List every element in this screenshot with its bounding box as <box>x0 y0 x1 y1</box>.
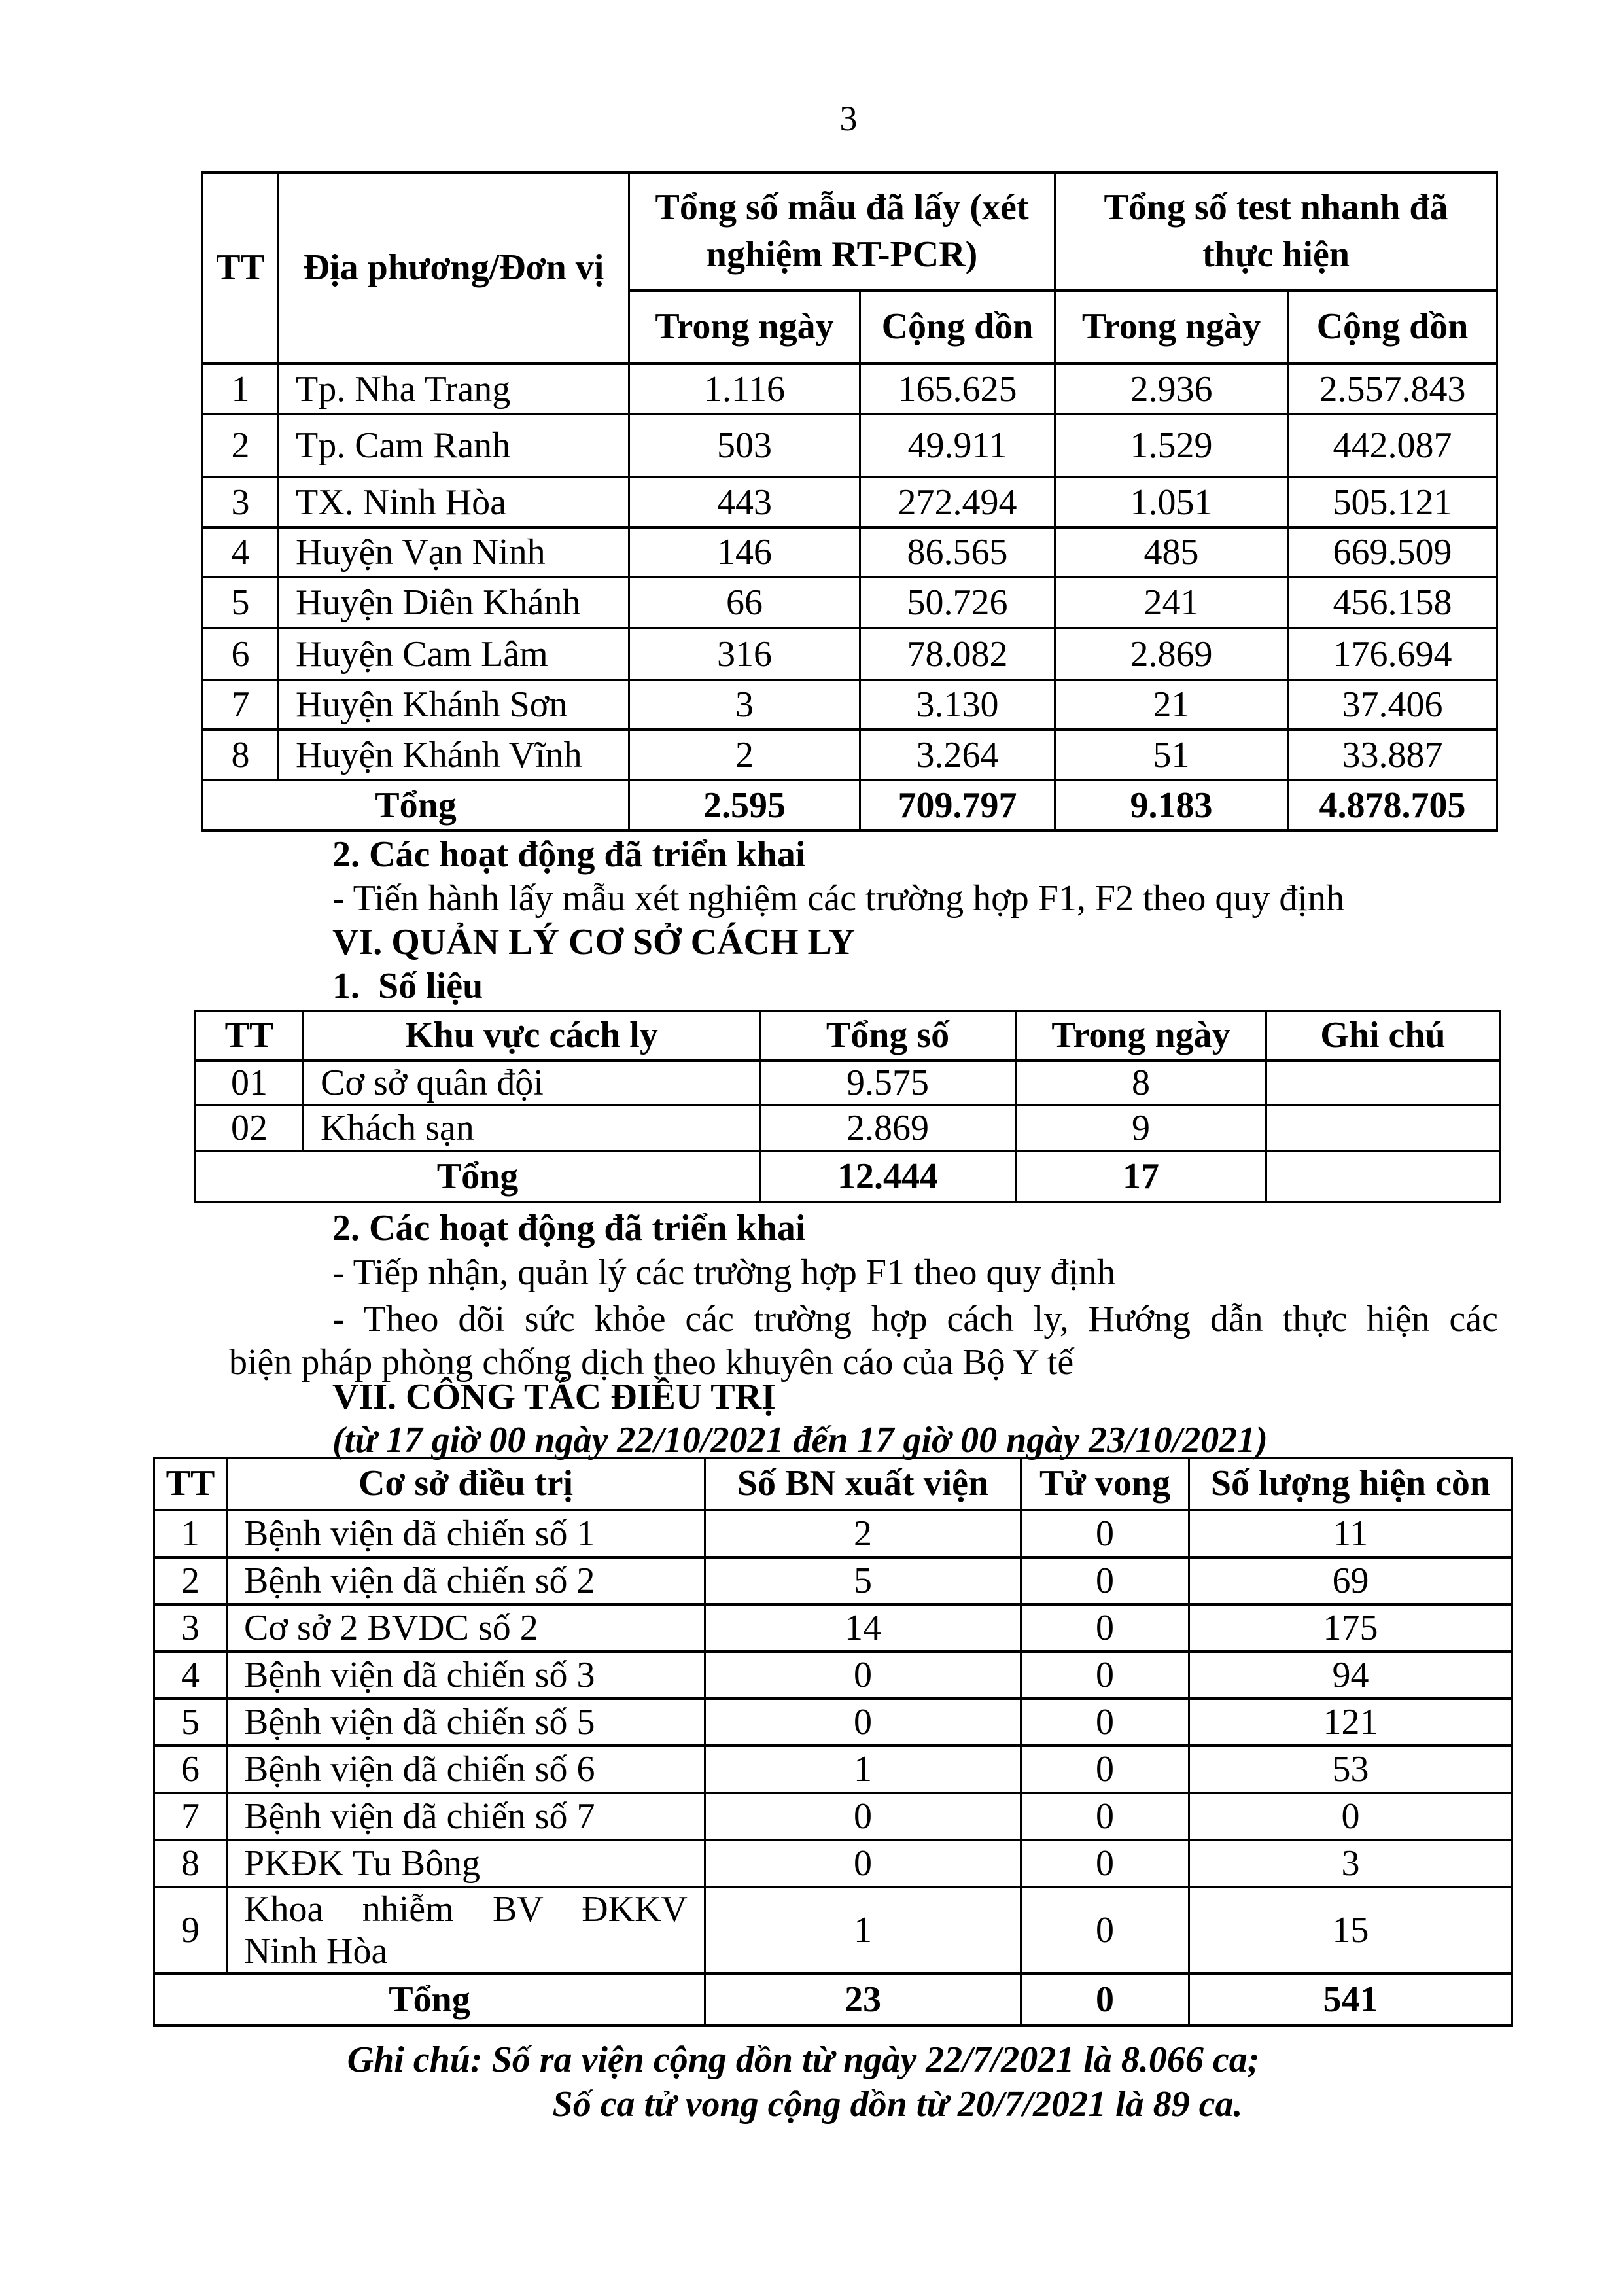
cell-pcr-cum: 78.082 <box>860 628 1055 680</box>
cell-rapid-day: 241 <box>1055 577 1288 628</box>
cell-rapid-cum: 505.121 <box>1288 477 1497 527</box>
cell-locality: TX. Ninh Hòa <box>279 477 629 527</box>
col-header-rapid-cumulative: Cộng dồn <box>1288 291 1497 364</box>
cell-locality: Huyện Cam Lâm <box>279 628 629 680</box>
col-header-remaining: Số lượng hiện còn <box>1189 1458 1512 1510</box>
table-row <box>203 628 1497 680</box>
table-row <box>154 1746 1512 1793</box>
cell-remaining: 3 <box>1189 1840 1512 1887</box>
table-row <box>154 1557 1512 1604</box>
cell-discharged: 1 <box>705 1887 1021 1973</box>
cell-deaths: 0 <box>1021 1557 1189 1604</box>
table-row <box>203 527 1497 577</box>
section-vi-subheading: 1. Số liệu <box>332 966 483 1006</box>
activities-item-2: - Tiếp nhận, quản lý các trường hợp F1 theo quy định <box>332 1252 1116 1293</box>
cell-facility: Bệnh viện dã chiến số 2 <box>227 1557 705 1604</box>
table-row <box>154 1699 1512 1746</box>
cell-rapid-day: 2.936 <box>1055 364 1288 414</box>
cell-total-label: Tổng <box>196 1151 760 1202</box>
cell-total-deaths: 0 <box>1021 1973 1189 2026</box>
table-row <box>154 1840 1512 1887</box>
cell-tt: 1 <box>154 1510 227 1557</box>
cell-pcr-day: 3 <box>629 680 860 730</box>
cell-tt: 5 <box>203 577 279 628</box>
cell-facility: Bệnh viện dã chiến số 1 <box>227 1510 705 1557</box>
cell-note <box>1266 1105 1500 1151</box>
cell-tt: 1 <box>203 364 279 414</box>
col-header-tt: TT <box>196 1011 304 1061</box>
cell-remaining: 11 <box>1189 1510 1512 1557</box>
quarantine-table-header-row <box>196 1011 1500 1061</box>
cell-tt: 02 <box>196 1105 304 1151</box>
activities-heading-1: 2. Các hoạt động đã triển khai <box>332 834 806 875</box>
cell-tt: 8 <box>203 730 279 780</box>
table-row <box>203 680 1497 730</box>
cell-in-day: 9 <box>1016 1105 1266 1151</box>
cell-discharged: 0 <box>705 1840 1021 1887</box>
cell-tt: 7 <box>203 680 279 730</box>
cell-deaths: 0 <box>1021 1651 1189 1699</box>
cell-total-note <box>1266 1151 1500 1202</box>
cell-rapid-cum: 176.694 <box>1288 628 1497 680</box>
cell-deaths: 0 <box>1021 1604 1189 1651</box>
cell-pcr-day: 2 <box>629 730 860 780</box>
cell-pcr-cum: 49.911 <box>860 414 1055 477</box>
cell-facility-line1: Khoa nhiễm BV ĐKKV <box>244 1889 688 1930</box>
treatment-table-header-row <box>154 1458 1512 1510</box>
cell-tt: 8 <box>154 1840 227 1887</box>
cell-tt: 7 <box>154 1793 227 1840</box>
cell-deaths: 0 <box>1021 1840 1189 1887</box>
table-row <box>203 730 1497 780</box>
cell-pcr-day: 146 <box>629 527 860 577</box>
cell-total-rapid-cum: 4.878.705 <box>1288 780 1497 830</box>
cell-locality: Tp. Nha Trang <box>279 364 629 414</box>
cell-total-rapid-day: 9.183 <box>1055 780 1288 830</box>
table-row <box>154 1887 1512 1973</box>
cell-total-discharged: 23 <box>705 1973 1021 2026</box>
cell-facility-line2: Ninh Hòa <box>244 1931 388 1971</box>
cell-deaths: 0 <box>1021 1793 1189 1840</box>
table-total-row <box>203 780 1497 830</box>
cell-discharged: 0 <box>705 1793 1021 1840</box>
col-header-in-day: Trong ngày <box>1016 1011 1266 1061</box>
cell-remaining: 0 <box>1189 1793 1512 1840</box>
cell-note <box>1266 1061 1500 1105</box>
cell-pcr-day: 316 <box>629 628 860 680</box>
cell-deaths: 0 <box>1021 1510 1189 1557</box>
cell-tt: 5 <box>154 1699 227 1746</box>
cell-pcr-cum: 165.625 <box>860 364 1055 414</box>
cell-tt: 4 <box>154 1651 227 1699</box>
cell-area: Cơ sở quân đội <box>304 1061 760 1105</box>
cell-locality: Huyện Vạn Ninh <box>279 527 629 577</box>
treatment-table <box>153 1457 1513 2027</box>
col-header-pcr-cumulative: Cộng dồn <box>860 291 1055 364</box>
cell-rapid-day: 1.051 <box>1055 477 1288 527</box>
col-header-rapid-in-day: Trong ngày <box>1055 291 1288 364</box>
cell-remaining: 15 <box>1189 1887 1512 1973</box>
cell-pcr-cum: 50.726 <box>860 577 1055 628</box>
cell-rapid-cum: 2.557.843 <box>1288 364 1497 414</box>
cell-rapid-cum: 456.158 <box>1288 577 1497 628</box>
cell-deaths: 0 <box>1021 1699 1189 1746</box>
cell-total-label: Tổng <box>203 780 629 830</box>
cell-pcr-cum: 3.130 <box>860 680 1055 730</box>
col-header-tt: TT <box>203 173 279 364</box>
page-number: 3 <box>839 99 858 138</box>
col-header-tt: TT <box>154 1458 227 1510</box>
cell-total-label: Tổng <box>154 1973 705 2026</box>
cell-locality: Huyện Khánh Sơn <box>279 680 629 730</box>
cell-total: 9.575 <box>760 1061 1016 1105</box>
cell-pcr-day: 503 <box>629 414 860 477</box>
cell-deaths: 0 <box>1021 1746 1189 1793</box>
col-header-locality: Địa phương/Đơn vị <box>279 173 629 364</box>
cell-deaths: 0 <box>1021 1887 1189 1973</box>
col-header-deaths: Tử vong <box>1021 1458 1189 1510</box>
cell-facility: Bệnh viện dã chiến số 6 <box>227 1746 705 1793</box>
section-vii-heading: VII. CÔNG TÁC ĐIỀU TRỊ <box>332 1377 776 1417</box>
col-group-pcr: Tổng số mẫu đã lấy (xét nghiệm RT-PCR) <box>629 173 1055 291</box>
activities-item-1: - Tiến hành lấy mẫu xét nghiệm các trường hợp F1, F2 theo quy định <box>332 878 1344 919</box>
col-header-pcr-in-day: Trong ngày <box>629 291 860 364</box>
cell-rapid-cum: 37.406 <box>1288 680 1497 730</box>
cell-tt: 4 <box>203 527 279 577</box>
cell-total-pcr-day: 2.595 <box>629 780 860 830</box>
table-row <box>203 477 1497 527</box>
cell-discharged: 1 <box>705 1746 1021 1793</box>
cell-remaining: 94 <box>1189 1651 1512 1699</box>
cell-facility: PKĐK Tu Bông <box>227 1840 705 1887</box>
table-row <box>154 1793 1512 1840</box>
activities-item-3-line2: biện pháp phòng chống dịch theo khuyên cáo của Bộ Y tế <box>229 1342 1074 1383</box>
cell-total-total: 12.444 <box>760 1151 1016 1202</box>
cell-pcr-day: 443 <box>629 477 860 527</box>
activities-item-3-line1: - Theo dõi sức khỏe các trường hợp cách ly, Hướng dẫn thực hiện các <box>332 1299 1498 1339</box>
cell-rapid-cum: 442.087 <box>1288 414 1497 477</box>
cell-remaining: 121 <box>1189 1699 1512 1746</box>
cell-total-remaining: 541 <box>1189 1973 1512 2026</box>
cell-discharged: 14 <box>705 1604 1021 1651</box>
cell-tt: 3 <box>203 477 279 527</box>
cell-pcr-cum: 86.565 <box>860 527 1055 577</box>
cell-rapid-cum: 669.509 <box>1288 527 1497 577</box>
cell-pcr-cum: 3.264 <box>860 730 1055 780</box>
cell-rapid-day: 2.869 <box>1055 628 1288 680</box>
quarantine-table <box>194 1010 1501 1203</box>
cell-area: Khách sạn <box>304 1105 760 1151</box>
cell-rapid-day: 51 <box>1055 730 1288 780</box>
table-row <box>203 577 1497 628</box>
cell-facility: Bệnh viện dã chiến số 3 <box>227 1651 705 1699</box>
cell-discharged: 2 <box>705 1510 1021 1557</box>
table-row <box>196 1105 1500 1151</box>
cell-total: 2.869 <box>760 1105 1016 1151</box>
note-line-2: Số ca tử vong cộng dồn từ 20/7/2021 là 89 ca. <box>552 2084 1243 2125</box>
testing-table-group-header-row <box>203 173 1497 291</box>
note-line-1: Ghi chú: Số ra viện cộng dồn từ ngày 22/7/2021 là 8.066 ca; <box>347 2040 1260 2080</box>
cell-facility: Bệnh viện dã chiến số 5 <box>227 1699 705 1746</box>
cell-rapid-day: 21 <box>1055 680 1288 730</box>
table-row <box>154 1651 1512 1699</box>
cell-facility: Bệnh viện dã chiến số 7 <box>227 1793 705 1840</box>
table-total-row <box>154 1973 1512 2026</box>
table-row <box>203 364 1497 414</box>
col-header-discharged: Số BN xuất viện <box>705 1458 1021 1510</box>
col-header-area: Khu vực cách ly <box>304 1011 760 1061</box>
cell-total-pcr-cum: 709.797 <box>860 780 1055 830</box>
cell-rapid-cum: 33.887 <box>1288 730 1497 780</box>
cell-discharged: 0 <box>705 1651 1021 1699</box>
cell-locality: Huyện Khánh Vĩnh <box>279 730 629 780</box>
cell-tt: 2 <box>203 414 279 477</box>
section-vi-heading: VI. QUẢN LÝ CƠ SỞ CÁCH LY <box>332 922 856 963</box>
table-row <box>154 1604 1512 1651</box>
cell-remaining: 175 <box>1189 1604 1512 1651</box>
cell-remaining: 69 <box>1189 1557 1512 1604</box>
col-header-facility: Cơ sở điều trị <box>227 1458 705 1510</box>
cell-discharged: 0 <box>705 1699 1021 1746</box>
cell-pcr-day: 1.116 <box>629 364 860 414</box>
col-header-note: Ghi chú <box>1266 1011 1500 1061</box>
cell-tt: 9 <box>154 1887 227 1973</box>
testing-table <box>201 171 1498 832</box>
section-vii-subtitle: (từ 17 giờ 00 ngày 22/10/2021 đến 17 giờ 00 ngày 23/10/2021) <box>332 1420 1268 1460</box>
table-row <box>196 1061 1500 1105</box>
cell-tt: 3 <box>154 1604 227 1651</box>
cell-pcr-cum: 272.494 <box>860 477 1055 527</box>
cell-tt: 6 <box>203 628 279 680</box>
cell-facility <box>227 1887 705 1973</box>
col-header-total: Tổng số <box>760 1011 1016 1061</box>
cell-pcr-day: 66 <box>629 577 860 628</box>
table-total-row <box>196 1151 1500 1202</box>
cell-locality: Tp. Cam Ranh <box>279 414 629 477</box>
table-row <box>154 1510 1512 1557</box>
cell-remaining: 53 <box>1189 1746 1512 1793</box>
cell-rapid-day: 485 <box>1055 527 1288 577</box>
cell-rapid-day: 1.529 <box>1055 414 1288 477</box>
activities-heading-2: 2. Các hoạt động đã triển khai <box>332 1208 806 1248</box>
col-group-rapid-test: Tổng số test nhanh đã thực hiện <box>1055 173 1497 291</box>
cell-tt: 2 <box>154 1557 227 1604</box>
cell-tt: 01 <box>196 1061 304 1105</box>
cell-tt: 6 <box>154 1746 227 1793</box>
cell-in-day: 8 <box>1016 1061 1266 1105</box>
cell-discharged: 5 <box>705 1557 1021 1604</box>
activities-item-3 <box>229 1298 1498 1384</box>
cell-facility: Cơ sở 2 BVDC số 2 <box>227 1604 705 1651</box>
table-row <box>203 414 1497 477</box>
cell-locality: Huyện Diên Khánh <box>279 577 629 628</box>
cell-total-in-day: 17 <box>1016 1151 1266 1202</box>
